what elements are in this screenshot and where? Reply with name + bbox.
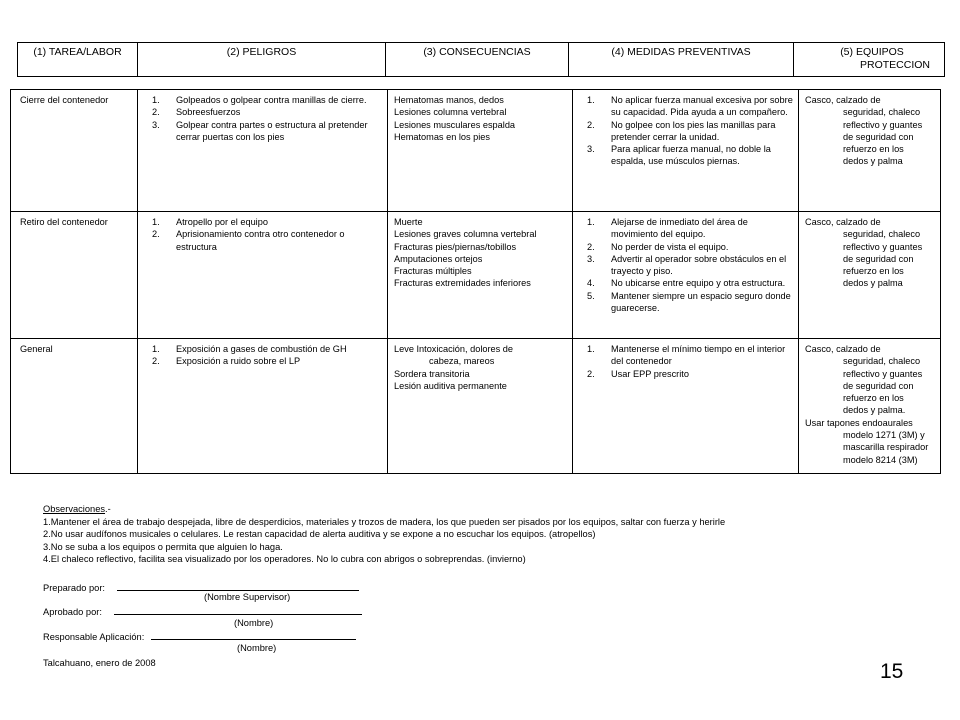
- item-number: 2.: [587, 368, 595, 379]
- header-equipment-line2: PROTECCION: [859, 59, 930, 71]
- measure-item: [579, 253, 794, 278]
- equipment-line: Casco, calzado de: [805, 344, 881, 354]
- item-number: 2.: [587, 241, 595, 252]
- equipment-line: mascarilla respirador: [843, 442, 929, 453]
- item-number: 2.: [587, 119, 595, 130]
- consequence-line: Lesiones musculares espalda: [394, 119, 516, 130]
- observation-item: 1.Mantener el área de trabajo despejada, libre de desperdicios, materiales y trozos de madera, los que pueden ser pisados por los equipos, saltar con fuerza y herirle: [43, 516, 726, 527]
- item-number: 1.: [587, 344, 595, 354]
- measure-item: [579, 143, 794, 168]
- consequence-line: Lesión auditiva permanente: [394, 380, 507, 391]
- hazard-item: [144, 94, 383, 106]
- measure-item: [579, 216, 794, 241]
- hazard-item: [144, 228, 383, 253]
- hazard-list: [144, 343, 383, 368]
- measure-cell: [573, 212, 799, 339]
- equipment-line: Casco, calzado de: [805, 217, 881, 227]
- observation-item: 2.No usar audífonos musicales o celulares. Le restan capacidad de alerta auditiva y se expone a no escuchar los equipos. (atropellos): [43, 529, 596, 539]
- header-hazards: (2) PELIGROS: [138, 43, 386, 77]
- table-row: [11, 90, 941, 212]
- item-number: 1.: [587, 95, 595, 105]
- measure-cell: [573, 339, 799, 474]
- measure-list: [579, 216, 794, 314]
- responsible-label: Responsable Aplicación:: [43, 632, 145, 642]
- consequence-line: Lesiones columna vertebral: [394, 107, 507, 118]
- consequence-line: Hematomas en los pies: [394, 131, 491, 142]
- equipment-cell: [799, 90, 941, 212]
- item-number: 5.: [587, 290, 595, 301]
- equipment-line: seguridad, chaleco: [843, 229, 921, 240]
- measure-item: [579, 290, 794, 315]
- item-number: 1.: [152, 95, 160, 105]
- hazard-item: [144, 216, 383, 228]
- equipment-line: de seguridad con: [843, 131, 914, 142]
- equipment-line: Usar tapones endoaurales: [805, 417, 913, 428]
- item-text: Alejarse de inmediato del área de movimiento del equipo.: [611, 217, 748, 240]
- item-number: 3.: [587, 144, 595, 155]
- equipment-line: modelo 8214 (3M): [843, 454, 918, 465]
- item-text: No perder de vista el equipo.: [611, 241, 729, 252]
- observations: [43, 503, 725, 566]
- item-text: Golpear contra partes o estructura al pretender cerrar puertas con los pies: [176, 119, 368, 142]
- responsible: [43, 629, 356, 643]
- measure-item: [579, 241, 794, 253]
- hazard-item: [144, 119, 383, 144]
- consequence-line: Lesiones graves columna vertebral: [394, 229, 537, 240]
- prepared-sub: (Nombre Supervisor): [204, 592, 291, 602]
- responsible-signature-line: [151, 629, 356, 640]
- equipment-line: seguridad, chaleco: [843, 356, 921, 367]
- approved-sub: (Nombre): [234, 618, 274, 628]
- consequence-line: Amputaciones ortejos: [394, 253, 483, 264]
- item-text: Atropello por el equipo: [176, 217, 268, 227]
- hazard-list: [144, 216, 383, 253]
- page-number: 15: [880, 660, 904, 683]
- equipment-line: reflectivo y guantes: [843, 119, 923, 130]
- item-text: Exposición a gases de combustión de GH: [176, 344, 347, 354]
- consequence-line: Muerte: [394, 217, 423, 227]
- item-number: 1.: [152, 344, 160, 354]
- item-number: 2.: [152, 229, 160, 240]
- equipment-line: modelo 1271 (3M) y: [843, 430, 925, 441]
- approved-signature-line: [114, 604, 362, 615]
- item-number: 1.: [587, 217, 595, 227]
- header-consequences: (3) CONSECUENCIAS: [386, 43, 569, 77]
- equipment-line: de seguridad con: [843, 380, 914, 391]
- item-number: 4.: [587, 278, 595, 289]
- consequence-line: Hematomas manos, dedos: [394, 95, 504, 105]
- consequence-line: cabeza, mareos: [429, 356, 495, 367]
- item-text: No golpee con los pies las manillas para pretender cerrar la unidad.: [611, 119, 776, 142]
- equipment-line: seguridad, chaleco: [843, 107, 921, 118]
- table-row: [11, 339, 941, 474]
- table-row: [11, 212, 941, 339]
- consequences-cell: [388, 90, 573, 212]
- observations-heading: [43, 503, 725, 516]
- item-text: No ubicarse entre equipo y otra estructura.: [611, 278, 786, 289]
- equipment-line: refuerzo en los: [843, 266, 904, 277]
- header-task: (1) TAREA/LABOR: [18, 43, 138, 77]
- hazard-list: [144, 94, 383, 143]
- task-cell: Retiro del contenedor: [11, 212, 138, 339]
- prepared-signature-line: [117, 580, 359, 591]
- consequences-cell: [388, 212, 573, 339]
- equipment-cell: [799, 339, 941, 474]
- equipment-line: dedos y palma.: [843, 405, 906, 416]
- approved-label: Aprobado por:: [43, 607, 102, 617]
- approved-by: [43, 604, 362, 618]
- item-text: Para aplicar fuerza manual, no doble la espalda, use músculos piernas.: [611, 144, 771, 167]
- place-date: Talcahuano, enero de 2008: [43, 658, 156, 668]
- equipment-line: reflectivo y guantes: [843, 368, 923, 379]
- hazard-cell: [138, 90, 388, 212]
- item-text: Mantener siempre un espacio seguro donde guarecerse.: [611, 290, 791, 314]
- item-number: 3.: [587, 253, 595, 264]
- measure-list: [579, 343, 794, 380]
- hazard-cell: [138, 339, 388, 474]
- item-number: 3.: [152, 119, 160, 130]
- consequence-line: Fracturas múltiples: [394, 266, 472, 277]
- observation-item: 3.No se suba a los equipos o permita que alguien lo haga.: [43, 541, 283, 552]
- risk-table: [10, 89, 941, 474]
- observations-title-suffix: .-: [105, 504, 111, 514]
- measure-item: [579, 119, 794, 144]
- header-equipment-line1: (5) EQUIPOS: [840, 46, 904, 58]
- consequence-line: Fracturas pies/piernas/tobillos: [394, 241, 517, 252]
- measure-item: [579, 368, 794, 380]
- hazard-item: [144, 343, 383, 355]
- hazard-cell: [138, 212, 388, 339]
- item-text: Aprisionamiento contra otro contenedor o estructura: [176, 229, 345, 252]
- prepared-label: Preparado por:: [43, 583, 106, 593]
- equipment-line: dedos y palma: [843, 278, 903, 289]
- equipment-line: dedos y palma: [843, 156, 903, 167]
- item-number: 2.: [152, 356, 160, 367]
- item-text: No aplicar fuerza manual excesiva por sobre su capacidad. Pida ayuda a un compañero.: [611, 95, 793, 118]
- task-cell: General: [11, 339, 138, 474]
- item-text: Mantenerse el mínimo tiempo en el interior del contenedor: [611, 344, 786, 367]
- hazard-item: [144, 106, 383, 118]
- observation-item: 4.El chaleco reflectivo, facilita sea visualizado por los operadores. No lo cubra con abrigos o sobreprendas. (invierno): [43, 554, 526, 564]
- task-cell: Cierre del contenedor: [11, 90, 138, 212]
- measure-list: [579, 94, 794, 168]
- item-number: 1.: [152, 217, 160, 227]
- equipment-cell: [799, 212, 941, 339]
- equipment-line: reflectivo y guantes: [843, 241, 923, 252]
- consequence-line: Fracturas extremidades inferiores: [394, 278, 531, 289]
- consequences-cell: [388, 339, 573, 474]
- consequence-line: Sordera transitoria: [394, 368, 470, 379]
- measure-item: [579, 343, 794, 368]
- item-number: 2.: [152, 107, 160, 118]
- measure-item: [579, 277, 794, 289]
- header-equipment: [794, 43, 945, 77]
- item-text: Usar EPP prescrito: [611, 368, 689, 379]
- header-measures: (4) MEDIDAS PREVENTIVAS: [569, 43, 794, 77]
- header-row: [18, 43, 945, 77]
- equipment-line: refuerzo en los: [843, 393, 904, 404]
- equipment-line: de seguridad con: [843, 253, 914, 264]
- item-text: Advertir al operador sobre obstáculos en el trayecto y piso.: [611, 253, 787, 277]
- consequence-line: Leve Intoxicación, dolores de: [394, 344, 514, 354]
- observations-title: Observaciones: [43, 504, 106, 514]
- item-text: Exposición a ruido sobre el LP: [176, 356, 301, 367]
- hazard-item: [144, 355, 383, 367]
- equipment-line: Casco, calzado de: [805, 95, 881, 105]
- prepared-by: [43, 580, 359, 594]
- item-text: Golpeados o golpear contra manillas de cierre.: [176, 95, 367, 105]
- measure-item: [579, 94, 794, 119]
- item-text: Sobreesfuerzos: [176, 107, 241, 118]
- header-table: [17, 42, 945, 77]
- responsible-sub: (Nombre): [237, 643, 277, 653]
- measure-cell: [573, 90, 799, 212]
- equipment-line: refuerzo en los: [843, 144, 904, 155]
